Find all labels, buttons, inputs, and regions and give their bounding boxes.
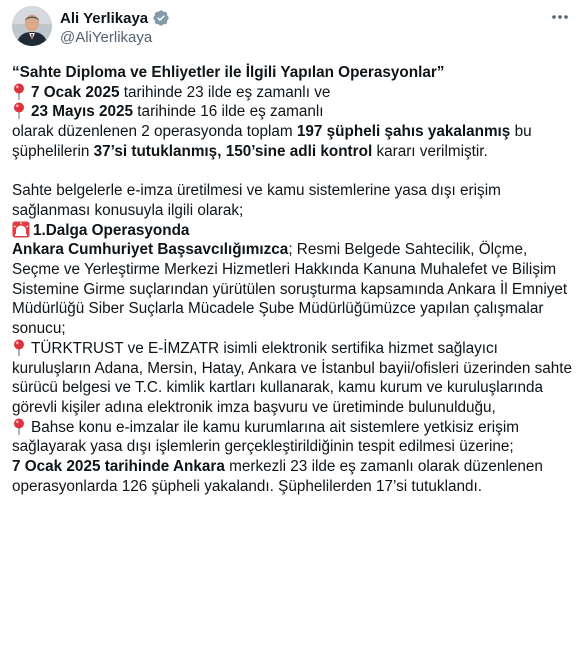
office-paragraph: Ankara Cumhuriyet Başsavcılığımızca; Resmi Belgede Sahtecilik, Ölçme, Seçme ve Yerleştirme Merkezi Hizmetleri Hakkında Kanuna Muhalefet ve Bilişim Sistemine Girme suçlarından yürütülen soruşturma kapsamında Ankara İl Emniyet Müdürlüğü Siber Suçlarla Mücadele Şube Müdürlüğümüzce yapılan çalışmalar sonucu; [12,241,568,338]
round-pushpin-icon [12,339,26,356]
author-display-name[interactable]: Ali Yerlikaya [60,9,149,27]
intro-paragraph: Sahte belgelerle e-imza üretilmesi ve kamu sistemlerine yasa dışı erişim sağlanması konusuyla ilgili olarak; [12,182,501,219]
police-light-icon [12,221,30,238]
list-item: 23 Mayıs 2025 tarihinde 16 ilde eş zamanlı [12,102,577,122]
list-item: Bahse konu e-imzalar ile kamu kurumlarına ait sistemlere yetkisiz erişim sağlayarak yasa dışı işlemlerin gerçekleştirildiğinin tespit edilmesi üzerine; [12,418,519,456]
avatar[interactable] [12,6,52,46]
tweet-header [12,6,572,50]
list-item: TÜRKTRUST ve E-İMZATR isimli elektronik sertifika hizmet sağlayıcı kuruluşların Adana, Mersin, Hatay, Ankara ve İstanbul bayii/ofisleri üzerinden sahte sürücü belgesi ve T.C. kimlik kartları kullanarak, kamu kurum ve kuruluşlarında görevli kişiler adına elektronik imza başvuru ve üretiminde bulunulduğu, [12,339,573,416]
avatar-image [12,6,52,46]
tweet-title: “Sahte Diploma ve Ehliyetler ile İlgili Yapılan Operasyonlar” [12,64,445,81]
verified-badge-icon [152,9,170,27]
author-handle[interactable]: @AliYerlikaya [60,29,153,46]
summary-paragraph: olarak düzenlenen 2 operasyonda toplam 197 şüpheli şahıs yakalanmış bu şüphelilerin 37’si tutuklanmış, 150’sine adli kontrol kararı verilmiştir. [12,123,532,160]
more-options-icon[interactable] [550,10,570,24]
round-pushpin-icon [12,102,26,119]
wave-heading: 1.Dalga Operasyonda [12,221,577,241]
list-item: 7 Ocak 2025 tarihinde 23 ilde eş zamanlı ve [12,83,577,103]
tweet-text [12,63,577,496]
round-pushpin-icon [12,83,26,100]
result-paragraph: 7 Ocak 2025 tarihinde Ankara merkezli 23 ilde eş zamanlı olarak düzenlenen operasyonlarda 126 şüpheli yakalandı. Şüphelilerden 17’si tutuklandı. [12,458,543,495]
round-pushpin-icon [12,418,26,435]
